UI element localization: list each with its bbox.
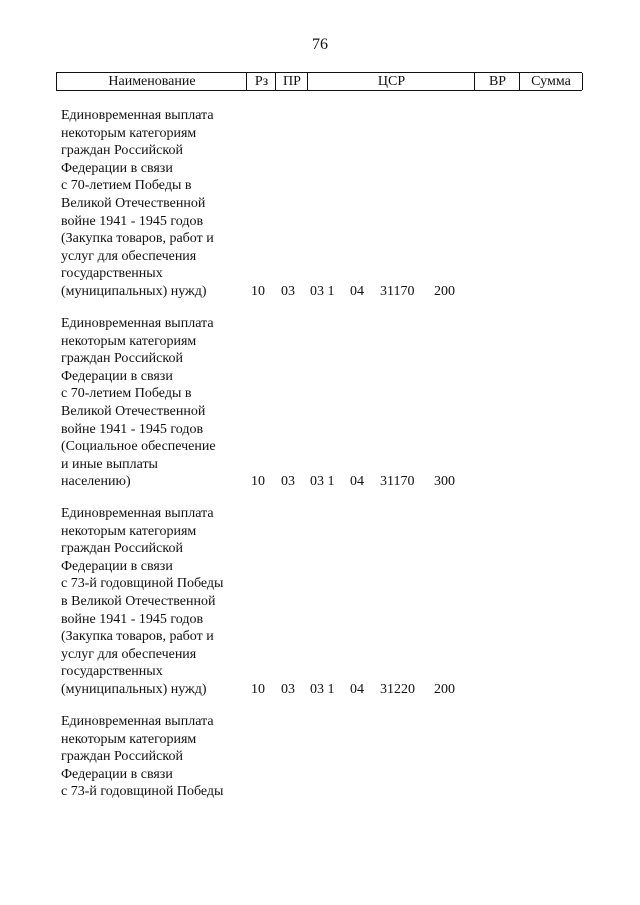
header-name: Наименование (56, 73, 247, 90)
row-name (61, 505, 251, 699)
row-rz: 10 (251, 682, 265, 697)
row-pr: 03 (281, 284, 295, 299)
row-name-line: Единовременная выплата (61, 316, 214, 331)
row-name-line: в Великой Отечественной (61, 593, 216, 609)
row-name-line: государственных (61, 664, 163, 680)
row-csr-code: 31220 (380, 682, 415, 697)
row-name-line: некоторым категориям (61, 523, 197, 539)
row-name-line: (Социальное обеспечение (61, 439, 216, 455)
row-name-line: Федерации в связи (61, 558, 173, 574)
row-name-line: Федерации в связи (61, 368, 173, 384)
row-name-line: Федерации в связи (61, 160, 173, 176)
row-name-line: с 70-летием Победы в (61, 386, 192, 402)
header-csr: ЦСР (307, 73, 475, 90)
row-name-line: граждан Российской (61, 351, 183, 367)
row-csr-code: 31170 (380, 284, 415, 299)
row-name-line: некоторым категориям (61, 731, 197, 747)
row-name-line: услуг для обеспечения (61, 248, 197, 264)
row-name-line: граждан Российской (61, 541, 183, 557)
row-csr-program: 03 1 (310, 682, 335, 697)
table-header (56, 72, 582, 91)
row-name-line: (муниципальных) нужд) (61, 283, 207, 299)
row-vr: 200 (434, 284, 455, 299)
row-vr: 200 (434, 682, 455, 697)
row-name-line: граждан Российской (61, 143, 183, 159)
row-name-line: Федерации в связи (61, 766, 173, 782)
row-name-line: с 70-летием Победы в (61, 178, 192, 194)
header-sum: Сумма (519, 73, 583, 90)
row-name-line: (муниципальных) нужд) (61, 681, 207, 697)
row-name (61, 107, 251, 301)
row-rz: 10 (251, 284, 265, 299)
row-name (61, 713, 251, 801)
row-csr-program: 03 1 (310, 474, 335, 489)
row-name-line: граждан Российской (61, 749, 183, 765)
row-name-line: Единовременная выплата (61, 506, 214, 521)
row-name-line: войне 1941 - 1945 годов (61, 611, 204, 627)
row-name-line: Единовременная выплата (61, 108, 214, 123)
row-name-line: Единовременная выплата (61, 714, 214, 729)
row-name (61, 315, 251, 491)
row-name-line: населению) (61, 474, 131, 490)
header-pr: ПР (275, 73, 308, 90)
row-rz: 10 (251, 474, 265, 489)
row-name-line: (Закупка товаров, работ и (61, 629, 214, 645)
header-rz: Рз (246, 73, 276, 90)
page-number: 76 (312, 36, 328, 53)
row-name-line: и иные выплаты (61, 456, 158, 472)
row-name-line: государственных (61, 266, 163, 282)
header-vr: ВР (474, 73, 520, 90)
row-name-line: с 73-й годовщиной Победы (61, 784, 224, 800)
row-name-line: некоторым категориям (61, 125, 197, 141)
row-name-line: некоторым категориям (61, 333, 197, 349)
row-name-line: с 73-й годовщиной Победы (61, 576, 224, 592)
row-name-line: войне 1941 - 1945 годов (61, 421, 204, 437)
row-csr-program: 03 1 (310, 284, 335, 299)
row-name-line: Великой Отечественной (61, 403, 206, 419)
row-name-line: войне 1941 - 1945 годов (61, 213, 204, 229)
row-pr: 03 (281, 682, 295, 697)
row-csr-subprogram: 04 (350, 682, 364, 697)
row-csr-code: 31170 (380, 474, 415, 489)
row-name-line: услуг для обеспечения (61, 646, 197, 662)
row-csr-subprogram: 04 (350, 474, 364, 489)
row-name-line: Великой Отечественной (61, 195, 206, 211)
row-vr: 300 (434, 474, 455, 489)
row-name-line: (Закупка товаров, работ и (61, 231, 214, 247)
row-pr: 03 (281, 474, 295, 489)
row-csr-subprogram: 04 (350, 284, 364, 299)
